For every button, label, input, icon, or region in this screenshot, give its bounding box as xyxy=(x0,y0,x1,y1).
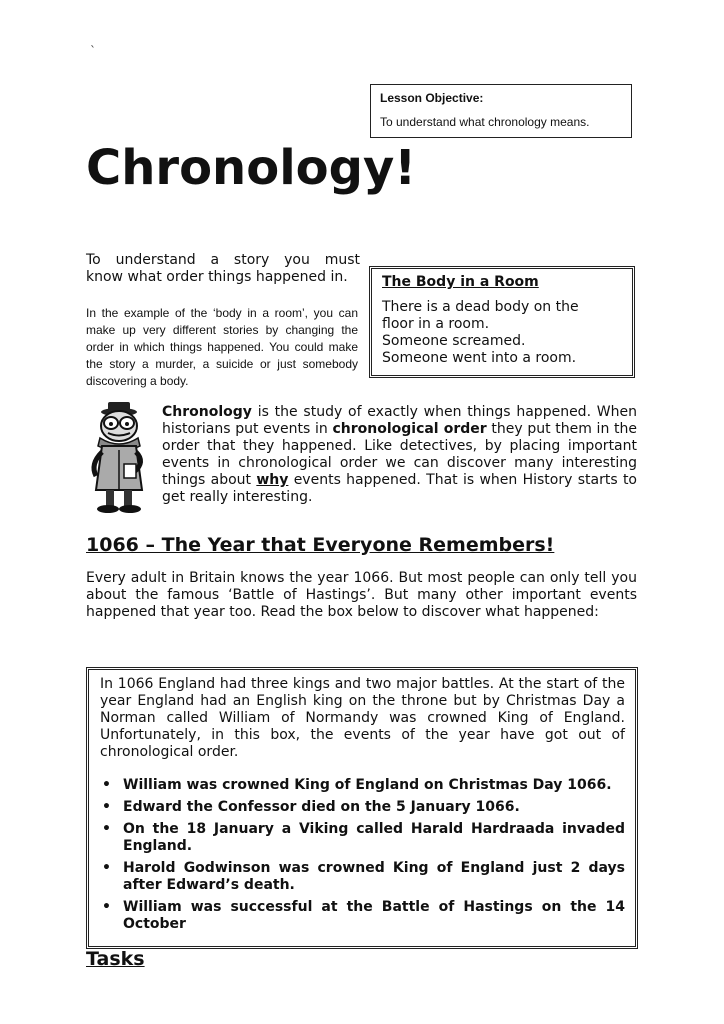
event-text: Harold Godwinson was crowned King of England just 2 days after Edward’s death. xyxy=(123,860,625,893)
detective-illustration xyxy=(84,398,154,516)
section-heading-1066: 1066 – The Year that Everyone Remembers! xyxy=(86,534,555,556)
term-chronology: Chronology xyxy=(162,404,252,420)
event-item xyxy=(100,777,625,794)
tasks-heading: Tasks xyxy=(86,948,145,970)
bullet-marker: • xyxy=(102,899,111,915)
definition-text: they put them in the order that they happened. Like detectives, by placing important events in chronological order we can discover many interesting things about xyxy=(162,421,637,488)
page-title: Chronology! xyxy=(86,140,417,196)
definition-text: events happened. That is when History starts to get really interesting. xyxy=(162,472,637,505)
body-in-room-line: floor in a room. xyxy=(382,316,490,332)
lesson-objective-box xyxy=(370,84,632,138)
term-why: why xyxy=(256,472,289,488)
event-item xyxy=(100,899,625,933)
bullet-marker: • xyxy=(102,799,111,815)
section-1066-text: Every adult in Britain knows the year 1066. But most people can only tell you about the famous ‘Battle of Hastings’. But many other important events happened that year too. Read the box below to discover what happened: xyxy=(86,570,637,620)
intro-lead-line: To understand a story you must xyxy=(86,252,360,268)
intro-lead-line: know what order things happened in. xyxy=(86,269,348,285)
intro-lead xyxy=(86,252,360,286)
intro-example: In the example of the ‘body in a room’, you can make up very different stories by changing the order in which things happened. You could make the story a murder, a suicide or just somebody discovering a body. xyxy=(86,306,358,388)
events-list xyxy=(100,777,625,933)
stray-mark: ` xyxy=(90,44,96,58)
objective-text: To understand what chronology means. xyxy=(380,115,590,129)
chronology-definition xyxy=(162,404,637,506)
definition-text: is the study of exactly when things happened. When historians put events in xyxy=(162,404,637,437)
bullet-marker: • xyxy=(102,777,111,793)
body-in-room-line: Someone screamed. xyxy=(382,333,526,349)
event-text: On the 18 January a Viking called Harald Hardraada invaded England. xyxy=(123,821,625,854)
body-in-room-line: There is a dead body on the xyxy=(382,299,579,315)
body-in-room-heading: The Body in a Room xyxy=(382,274,539,290)
bullet-marker: • xyxy=(102,821,111,837)
objective-heading: Lesson Objective: xyxy=(380,91,484,105)
event-text: William was crowned King of England on Christmas Day 1066. xyxy=(123,777,612,793)
events-box xyxy=(86,667,638,949)
body-in-room-line: Someone went into a room. xyxy=(382,350,577,366)
event-item xyxy=(100,860,625,894)
event-text: William was successful at the Battle of Hastings on the 14 October xyxy=(123,899,625,932)
events-box-lead: In 1066 England had three kings and two major battles. At the start of the year England had an English king on the throne but by Christmas Day a Norman called William of Normandy was crowned King of England. Unfortunately, in this box, the events of the year have got out of chronological order. xyxy=(100,676,625,760)
body-in-room-box xyxy=(369,266,635,378)
event-item xyxy=(100,799,625,816)
event-text: Edward the Confessor died on the 5 January 1066. xyxy=(123,799,520,815)
event-item xyxy=(100,821,625,855)
term-chronological-order: chronological order xyxy=(332,421,487,437)
bullet-marker: • xyxy=(102,860,111,876)
